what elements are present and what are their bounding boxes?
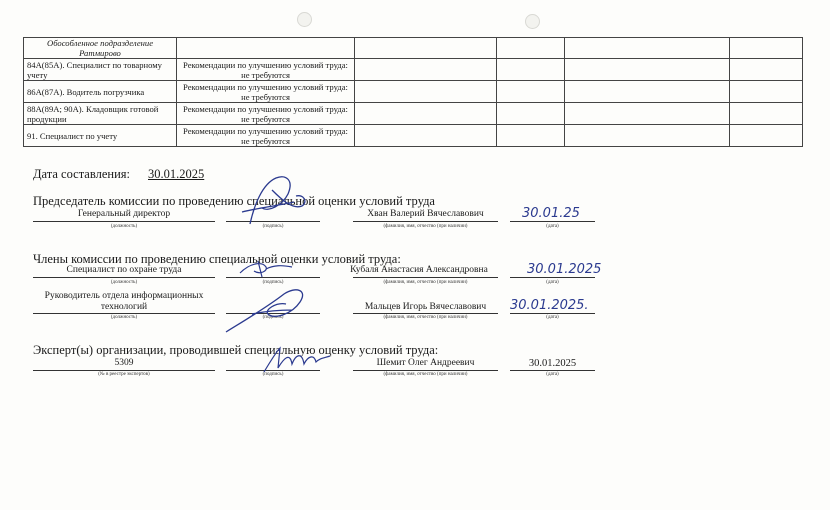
date-caption: (дата) (546, 372, 559, 377)
member-position-line1: Руководитель отдела информационных (44, 291, 204, 301)
signature-caption: (подпись) (262, 372, 284, 377)
date-caption: (дата) (546, 224, 559, 229)
signature-caption: (подпись) (262, 315, 284, 320)
chairman-name: Хван Валерий Вячеславович (367, 209, 484, 219)
table-row (24, 59, 803, 81)
expert-date: 30.01.2025 (528, 358, 577, 369)
registry-caption: (№ в реестре экспертов) (98, 372, 150, 377)
position-cell: 86А(87А). Водитель погрузчика (24, 81, 177, 103)
chairman-signature (232, 172, 312, 230)
member-signature (222, 284, 314, 336)
position-caption: (должность) (110, 315, 138, 320)
member-position: Специалист по охране труда (66, 265, 182, 275)
fullname-caption: (фамилия, имя, отчество (при наличии) (383, 372, 468, 377)
expert-name: Шемит Олег Андреевич (376, 358, 475, 368)
table-row (24, 103, 803, 125)
compiled-date-value: 30.01.2025 (148, 167, 205, 181)
punch-hole (525, 14, 540, 29)
position-cell: 84А(85А). Специалист по товарному учету (24, 59, 177, 81)
expert-signature (262, 344, 332, 376)
chairman-heading: Председатель комиссии по проведению специальной оценки условий труда (33, 194, 435, 208)
date-caption: (дата) (546, 280, 559, 285)
position-cell: 91. Специалист по учету (24, 125, 177, 147)
chairman-position: Генеральный директор (77, 209, 171, 219)
signature-caption: (подпись) (262, 280, 284, 285)
date-caption: (дата) (546, 315, 559, 320)
member-date: 30.01.2025 (527, 262, 602, 277)
members-heading: Члены комиссии по проведению специальной оценки условий труда: (33, 252, 401, 266)
table-row (24, 125, 803, 147)
compiled-date-label: Дата составления: (33, 167, 130, 181)
recommendation-cell: Рекомендации по улучшению условий труда: не требуются (177, 81, 355, 103)
recommendation-cell: Рекомендации по улучшению условий труда: не требуются (177, 103, 355, 125)
member-signature (236, 257, 296, 281)
fullname-caption: (фамилия, имя, отчество (при наличии) (383, 280, 468, 285)
signature-caption: (подпись) (262, 224, 284, 229)
position-caption: (должность) (110, 280, 138, 285)
table-header-row (24, 38, 803, 59)
position-cell: 88А(89А; 90А). Кладовщик готовой продукции (24, 103, 177, 125)
recommendation-cell: Рекомендации по улучшению условий труда: не требуются (177, 125, 355, 147)
chairman-date: 30.01.25 (522, 206, 580, 221)
results-table (23, 37, 803, 147)
punch-hole (297, 12, 312, 27)
position-caption: (должность) (110, 224, 138, 229)
member-date: 30.01.2025. (510, 298, 589, 313)
fullname-caption: (фамилия, имя, отчество (при наличии) (383, 315, 468, 320)
member-position-line2: технологий (100, 302, 148, 312)
fullname-caption: (фамилия, имя, отчество (при наличии) (383, 224, 468, 229)
recommendation-cell: Рекомендации по улучшению условий труда: не требуются (177, 59, 355, 81)
table-row (24, 81, 803, 103)
member-name: Мальцев Игорь Вячеславович (364, 302, 487, 312)
expert-heading: Эксперт(ы) организации, проводившей специальную оценку условий труда: (33, 343, 439, 357)
expert-registry-number: 5309 (114, 358, 134, 368)
subdivision-header: Обособленное подразделение Ратмирово (24, 38, 177, 59)
member-name: Кубаля Анастасия Александровна (350, 265, 488, 275)
